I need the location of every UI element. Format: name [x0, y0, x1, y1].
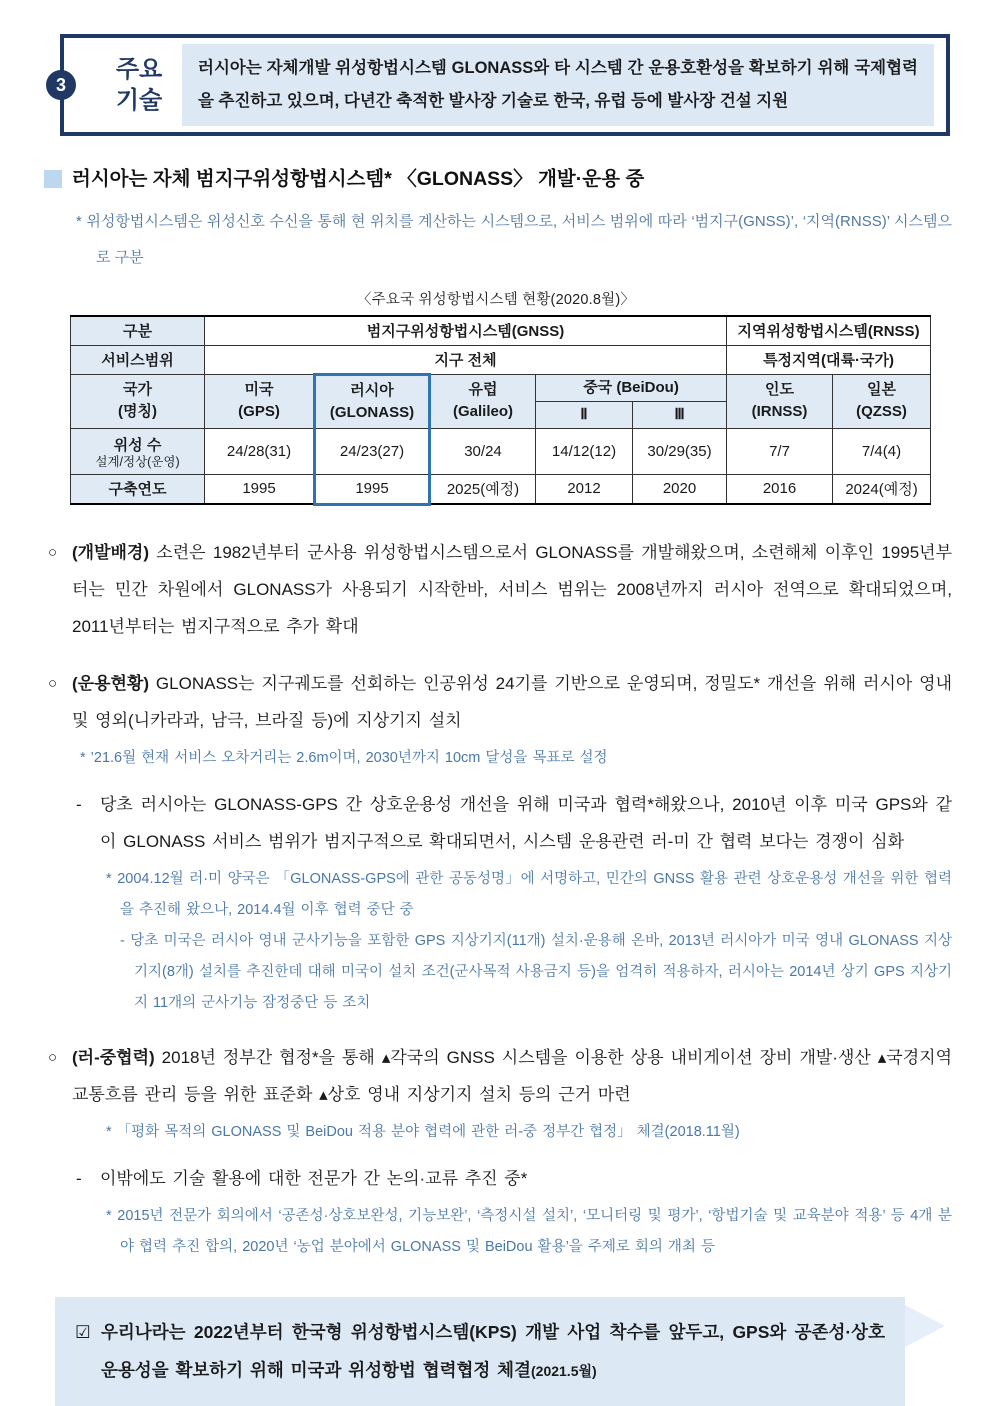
cell-japan-line1: 일본 [867, 381, 897, 398]
cell-year-russia: 1995 [315, 474, 430, 504]
subparagraph-text: 이밖에도 기술 활용에 대한 전문가 간 논의·교류 추진 중* [100, 1168, 528, 1188]
header-summary: 러시아는 자체개발 위성항법시스템 GLONASS와 타 시스템 간 운용호환성을 확보하기 위해 국제협력을 추진하고 있으며, 다년간 축적한 발사장 기술로 한국, 유럽 등에 발사장 건설 지원 [182, 44, 934, 126]
cell-europe-line2: (Galileo) [452, 403, 513, 420]
document-page [0, 34, 992, 1380]
table-row-country [71, 374, 931, 401]
dash-bullet-icon: - [76, 1168, 82, 1188]
key-tech-header-box [55, 34, 950, 136]
cell-russia-line2: (GLONASS) [329, 403, 415, 421]
cell-country-europe [430, 374, 536, 428]
cell-country-russia-highlighted [315, 374, 430, 428]
paragraph-text: 소련은 1982년부터 군사용 위성항법시스템으로서 GLONASS를 개발해왔으며, 소련해체 이후인 1995년부터는 민간 차원에서 GLONASS가 사용되기 시작한바, 서비스 범위는 2008년까지 러시아 전역으로 확대되었으며, 2011년부터는 범지구적으로 추가 확대 [72, 542, 952, 636]
cell-scope-rnss: 특정지역(대륙·국가) [727, 345, 931, 374]
footnote-russia-china-agreement: * 「평화 목적의 GLONASS 및 BeiDou 적용 분야 협력에 관한 러-중 정부간 협정」 체결(2018.11월) [106, 1123, 740, 1140]
cell-china-sub3col: Ⅲ [633, 401, 727, 428]
cell-country-label [71, 374, 205, 428]
cell-year-china3: 2020 [633, 474, 727, 504]
dash-bullet-icon: - [76, 794, 82, 814]
cell-sat-europe: 30/24 [430, 428, 536, 474]
subparagraph-text: 당초 러시아는 GLONASS-GPS 간 상호운용성 개선을 위해 미국과 협력*해왔으나, 2010년 이후 미국 GPS와 같이 GLONASS 서비스 범위가 범지구적으로 확대되면서, 시스템 운용관련 러-미 간 협력 보다는 경쟁이 심화 [100, 794, 952, 851]
paragraph-development-background [48, 534, 952, 645]
cell-sat-india: 7/7 [727, 428, 833, 474]
cell-class-gnss: 범지구위성항법시스템(GNSS) [205, 316, 727, 345]
cell-country-japan [833, 374, 931, 428]
paragraph-lead: (러-중협력) [72, 1047, 155, 1067]
header-label-line1: 주요 [115, 56, 163, 83]
footnote-ground-stations: - 당초 미국은 러시아 영내 군사기능을 포함한 GPS 지상기지(11개) 설치·운용해 온바, 2013년 러시아가 미국 영내 GLONASS 지상기지(8개) 설치를 추진한데 대해 미국이 설치 조건(군사목적 사용금지 등)을 엄격히 적용하자, 러시아는 2014년 상기 GPS 지상기지 11개의 군사기능 잠정중단 등 조치 [120, 932, 952, 1011]
cell-usa-line2: (GPS) [238, 403, 280, 420]
section-title-text: 러시아는 자체 범지구위성항법시스템* 〈GLONASS〉 개발·운용 중 [72, 168, 645, 190]
section-title [44, 166, 952, 192]
cell-india-line1: 인도 [765, 381, 794, 398]
table-row-scope [71, 345, 931, 374]
cell-year-japan: 2024(예정) [833, 474, 931, 504]
nav-systems-table [70, 315, 931, 506]
subparagraph-glonass-gps [48, 786, 952, 860]
paragraph-text: GLONASS는 지구궤도를 선회하는 인공위성 24기를 기반으로 운영되며, 정밀도* 개선을 위해 러시아 영내 및 영외(니카라과, 남극, 브라질 등)에 지상기지 설치 [72, 673, 952, 730]
section-footnote: * 위성항법시스템은 위성신호 수신을 통해 현 위치를 계산하는 시스템으로, 서비스 범위에 따라 ‘범지구(GNSS)’, ‘지역(RNSS)’ 시스템으로 구분 [76, 213, 952, 266]
cell-usa-line1: 미국 [244, 381, 274, 398]
subparagraph-expert-exchange [48, 1160, 952, 1197]
cell-sat-usa: 24/28(31) [205, 428, 315, 474]
cell-year-label: 구축연도 [71, 474, 205, 504]
cell-satellites-label-line2: 설계/정상(운영) [95, 454, 180, 469]
circle-bullet-icon: ○ [48, 674, 58, 692]
circle-bullet-icon: ○ [48, 543, 58, 561]
paragraph-lead: (운용현황) [72, 673, 150, 693]
cell-country-label-line2: (명칭) [118, 403, 157, 420]
callout-text [75, 1313, 885, 1390]
cell-country-china: 중국 (BeiDou) [536, 374, 727, 401]
cell-year-usa: 1995 [205, 474, 315, 504]
nav-systems-table-wrap [70, 315, 930, 506]
cell-sat-japan: 7/4(4) [833, 428, 931, 474]
circle-bullet-icon: ○ [48, 1048, 58, 1066]
cell-country-usa [205, 374, 315, 428]
table-row-satellites [71, 428, 931, 474]
header-label-line2: 기술 [115, 87, 163, 114]
table-row-year [71, 474, 931, 504]
cell-scope-label: 서비스범위 [71, 345, 205, 374]
cell-class-label: 구분 [71, 316, 205, 345]
cell-class-rnss: 지역위성항법시스템(RNSS) [727, 316, 931, 345]
cell-russia-line1: 러시아 [350, 381, 394, 399]
cell-sat-russia: 24/23(27) [315, 428, 430, 474]
callout-main-text: 우리나라는 2022년부터 한국형 위성항법시스템(KPS) 개발 사업 착수를 앞두고, GPS와 공존성·상호운용성을 확보하기 위해 미국과 위성항법 협력협정 체결 [101, 1321, 885, 1380]
table-row-class [71, 316, 931, 345]
cell-satellites-label-line1: 위성 수 [113, 436, 162, 454]
paragraph-text: 2018년 정부간 협정*을 통해 ▴각국의 GNSS 시스템을 이용한 상용 내비게이션 장비 개발·생산 ▴국경지역 교통흐름 관리 등을 위한 표준화 ▴상호 영내 지상기지 설치 등의 근거 마련 [72, 1047, 952, 1104]
cell-europe-line1: 유럽 [468, 381, 498, 398]
cell-sat-china2: 14/12(12) [536, 428, 633, 474]
cell-japan-line2: (QZSS) [856, 403, 907, 420]
paragraph-operation-status [48, 665, 952, 739]
checkbox-icon: ☑ [75, 1321, 91, 1342]
section-number-badge: 3 [46, 70, 76, 100]
callout-date-suffix: (2021.5월) [531, 1362, 597, 1379]
footnote-joint-statement: * 2004.12월 러·미 양국은 「GLONASS-GPS에 관한 공동성명」에 서명하고, 민간의 GNSS 활용 관련 상호운용성 개선을 위한 협력을 추진해 왔으나, 2014.4월 이후 협력 중단 중 [106, 870, 952, 918]
square-bullet-icon [44, 170, 62, 188]
cell-sat-china3: 30/29(35) [633, 428, 727, 474]
cell-year-europe: 2025(예정) [430, 474, 536, 504]
paragraph-russia-china-cooperation [48, 1039, 952, 1113]
header-label [64, 54, 182, 116]
cell-scope-gnss: 지구 전체 [205, 345, 727, 374]
paragraph-lead: (개발배경) [72, 542, 150, 562]
footnote-accuracy: * ’21.6월 현재 서비스 오차거리는 2.6m이며, 2030년까지 10cm 달성을 목표로 설정 [80, 749, 608, 766]
cell-year-china2: 2012 [536, 474, 633, 504]
cell-country-india [727, 374, 833, 428]
cell-india-line2: (IRNSS) [751, 403, 808, 420]
right-arrow-icon [905, 1305, 945, 1347]
footnote-expert-meetings: * 2015년 전문가 회의에서 ‘공존성·상호보완성, 기능보완’, ‘측정시설 설치’, ‘모니터링 및 평가’, ‘항법기술 및 교육분야 적용’ 등 4개 분야 협력 추진 합의, 2020년 ‘농업 분야에서 GLONASS 및 BeiDou 활용’을 주제로 회의 개최 등 [106, 1207, 952, 1255]
cell-country-label-line1: 국가 [123, 381, 152, 398]
table-title: 〈주요국 위성항법시스템 현황(2020.8월)〉 [356, 292, 636, 308]
korea-kps-callout-box [55, 1297, 905, 1406]
cell-satellites-label [71, 428, 205, 474]
cell-year-india: 2016 [727, 474, 833, 504]
cell-china-sub2col: Ⅱ [536, 401, 633, 428]
body-area [48, 534, 952, 1263]
